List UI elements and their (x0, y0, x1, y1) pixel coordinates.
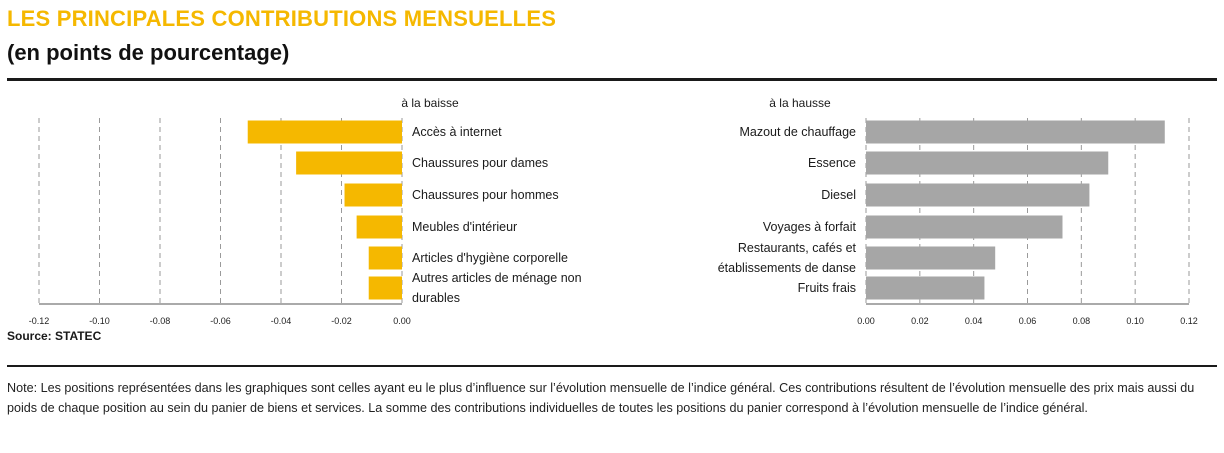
category-label: Articles d'hygiène corporelle (412, 251, 568, 265)
bottom-divider (7, 365, 1217, 367)
category-label: durables (412, 291, 460, 305)
footnote: Note: Les positions représentées dans les graphiques sont celles ayant eu le plus d’influence sur l’évolution mensuelle de l’indice général. Ces contributions résultent de l’évolution mensuelle des prix mais aussi du poids de chaque position au sein du panier de biens et services. La somme des contributions individuelles de toutes les positions du panier correspond à l’évolution mensuelle de l’indice général. (7, 381, 1195, 415)
page-title: LES PRINCIPALES CONTRIBUTIONS MENSUELLES (7, 6, 557, 31)
category-label: Autres articles de ménage non (412, 271, 582, 285)
category-label: établissements de danse (717, 261, 856, 275)
x-tick-label: 0.10 (1126, 316, 1144, 326)
category-label: Diesel (821, 188, 856, 202)
x-tick-label: 0.04 (964, 316, 983, 326)
x-tick-label: 0.06 (1018, 316, 1037, 326)
bar (866, 277, 984, 300)
page-subtitle: (en points de pourcentage) (7, 40, 290, 65)
category-label: Accès à internet (412, 125, 502, 139)
category-label: Mazout de chauffage (739, 125, 856, 139)
x-tick-label: -0.12 (28, 316, 50, 326)
bar (866, 216, 1062, 239)
bar (866, 184, 1089, 207)
chart-side-title: à la baisse (401, 96, 459, 110)
bar (866, 121, 1165, 144)
x-tick-label: -0.10 (89, 316, 110, 326)
category-label: Fruits frais (797, 281, 856, 295)
category-label: Meubles d'intérieur (412, 220, 518, 234)
x-tick-label: 0.02 (911, 316, 929, 326)
category-label: Restaurants, cafés et (737, 241, 856, 255)
category-label: Essence (808, 156, 856, 170)
bar (369, 247, 402, 270)
bar (357, 216, 402, 239)
bar (866, 247, 995, 270)
x-tick-label: -0.08 (149, 316, 171, 326)
category-label: Voyages à forfait (762, 220, 856, 234)
x-tick-label: -0.02 (331, 316, 352, 326)
x-tick-label: -0.06 (210, 316, 231, 326)
bar (345, 184, 402, 207)
x-tick-label: 0.00 (393, 316, 411, 326)
bar (369, 277, 402, 300)
x-tick-label: 0.08 (1072, 316, 1091, 326)
category-label: Chaussures pour hommes (412, 188, 559, 202)
x-tick-label: -0.04 (270, 316, 292, 326)
x-tick-label: 0.00 (857, 316, 875, 326)
x-tick-label: 0.12 (1180, 316, 1198, 326)
bar (866, 152, 1108, 175)
category-label: Chaussures pour dames (412, 156, 549, 170)
source-label: Source: STATEC (7, 329, 102, 343)
bar (296, 152, 402, 175)
chart-side-title: à la hausse (769, 96, 831, 110)
bar (248, 121, 402, 144)
